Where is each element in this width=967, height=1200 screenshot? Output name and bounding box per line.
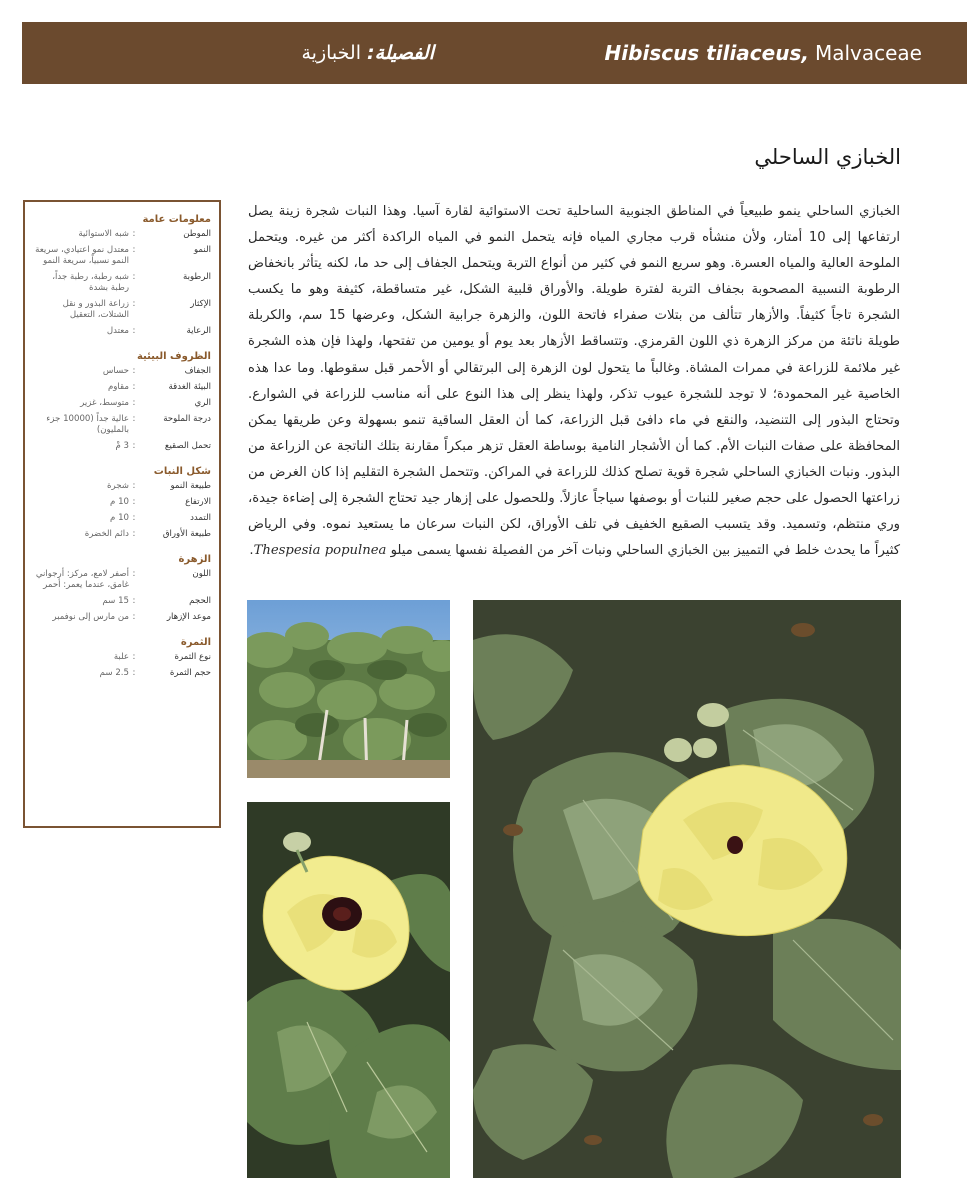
info-key: حجم الثمرة bbox=[169, 668, 211, 678]
info-value: 10 م bbox=[110, 497, 129, 507]
info-key: الموطن bbox=[183, 229, 211, 239]
info-key: الارتفاع bbox=[185, 497, 211, 507]
info-row: الرطوبة : شبه رطبة، رطبة جداً، رطبة بشدة bbox=[33, 272, 211, 294]
description-text bbox=[248, 199, 900, 564]
info-value: عالية جداً (10000 جزء بالمليون) bbox=[46, 414, 129, 435]
header-species bbox=[602, 22, 922, 84]
info-row: الرعاية : معتدل bbox=[33, 326, 211, 337]
info-value: حساس bbox=[102, 366, 129, 376]
info-row: الارتفاع : 10 م bbox=[33, 497, 211, 508]
tree-photo bbox=[247, 600, 450, 778]
scientific-name: Hibiscus tiliaceus, bbox=[604, 41, 809, 65]
info-key: الرعاية bbox=[186, 326, 211, 336]
info-box bbox=[23, 200, 221, 828]
info-key: تحمل الصقيع bbox=[164, 441, 211, 451]
info-value: 3 مْ bbox=[115, 441, 129, 451]
info-key: الإكثار bbox=[190, 299, 211, 309]
info-key: درجة الملوحة bbox=[163, 414, 211, 424]
info-value: علبة bbox=[113, 652, 129, 662]
header-family bbox=[252, 22, 434, 84]
family-label: الفصيلة: bbox=[367, 42, 434, 64]
info-value: من مارس إلى نوفمبر bbox=[52, 612, 129, 622]
info-value: 10 م bbox=[110, 513, 129, 523]
info-row: تحمل الصقيع : 3 مْ bbox=[33, 441, 211, 452]
family-arabic: الخبازية bbox=[301, 42, 361, 64]
header-bar bbox=[22, 22, 967, 84]
info-key: البيئة الغدقة bbox=[168, 382, 211, 392]
section-title-general: معلومات عامة bbox=[142, 214, 211, 225]
info-row: الجفاف : حساس bbox=[33, 366, 211, 377]
section-title-environment: الظروف البيئية bbox=[136, 351, 211, 362]
info-value: دائم الخضرة bbox=[84, 529, 129, 539]
flower-photo bbox=[247, 802, 450, 1178]
info-value: معتدل bbox=[106, 326, 129, 336]
info-row: التمدد : 10 م bbox=[33, 513, 211, 524]
info-row: الموطن : شبه الاستوائية bbox=[33, 229, 211, 240]
info-row: النمو : معتدل نمو اعتيادي، سريعة النمو نسبياً، سريعة النمو bbox=[33, 245, 211, 267]
info-row: نوع الثمرة : علبة bbox=[33, 652, 211, 663]
page-title: الخبازي الساحلي bbox=[754, 145, 901, 169]
info-key: الري bbox=[194, 398, 211, 408]
info-value: متوسط، غزير bbox=[80, 398, 129, 408]
section-title-fruit: الثمرة bbox=[180, 637, 211, 648]
info-value: شبه الاستوائية bbox=[78, 229, 129, 239]
info-key: الحجم bbox=[189, 596, 211, 606]
info-row: حجم الثمرة : 2.5 سم bbox=[33, 668, 211, 679]
info-key: نوع الثمرة bbox=[174, 652, 211, 662]
info-value: شجرة bbox=[107, 481, 129, 491]
info-key: الجفاف bbox=[184, 366, 211, 376]
info-key: النمو bbox=[193, 245, 211, 255]
info-key: طبيعة النمو bbox=[170, 481, 211, 491]
info-value: 2.5 سم bbox=[99, 668, 129, 678]
info-key: الرطوبة bbox=[182, 272, 211, 282]
info-key: موعد الإزهار bbox=[166, 612, 211, 622]
info-value: شبه رطبة، رطبة جداً، رطبة بشدة bbox=[52, 272, 129, 293]
info-key: طبيعة الأوراق bbox=[162, 529, 211, 539]
section-title-flower: الزهرة bbox=[178, 554, 211, 565]
info-value: أصفر لامع، مركز: أرجواني غامق، عندما يعمر: أحمر bbox=[35, 569, 129, 590]
section-title-plant-form: شكل النبات bbox=[153, 466, 211, 477]
info-row: اللون : أصفر لامع، مركز: أرجواني غامق، عندما يعمر: أحمر bbox=[33, 569, 211, 591]
description-end: . bbox=[249, 543, 254, 559]
info-row: الري : متوسط، غزير bbox=[33, 398, 211, 409]
family-name: Malvaceae bbox=[814, 41, 922, 65]
info-row: درجة الملوحة : عالية جداً (10000 جزء بالمليون) bbox=[33, 414, 211, 436]
latin-name: Thespesia populnea bbox=[253, 543, 387, 559]
info-row: الإكثار : زراعة البذور و نقل الشتلات، التعقيل bbox=[33, 299, 211, 321]
info-row: موعد الإزهار : من مارس إلى نوفمبر bbox=[33, 612, 211, 623]
info-value: معتدل نمو اعتيادي، سريعة النمو نسبياً، سريعة النمو bbox=[35, 245, 129, 266]
info-value: 15 سم bbox=[102, 596, 129, 606]
info-value: مقاوم bbox=[107, 382, 129, 392]
info-key: التمدد bbox=[190, 513, 211, 523]
info-row: طبيعة النمو : شجرة bbox=[33, 481, 211, 492]
info-key: اللون bbox=[192, 569, 211, 579]
info-row: الحجم : 15 سم bbox=[33, 596, 211, 607]
info-value: زراعة البذور و نقل الشتلات، التعقيل bbox=[62, 299, 129, 320]
info-row: البيئة الغدقة : مقاوم bbox=[33, 382, 211, 393]
info-row: طبيعة الأوراق : دائم الخضرة bbox=[33, 529, 211, 540]
main-flower-photo bbox=[473, 600, 901, 1178]
description-body: الخبازي الساحلي ينمو طبيعياً في المناطق الجنوبية الساحلية تحت الاستوائية لقارة آسيا. وهذا النبات شجرة زينة يصل ارتفاعها إلى 10 أمتار، ولأن منشأه قرب مجاري المياه فإنه يتحمل النمو في المياه الراكدة أكثر من غيره. ويتحمل الملوحة العالية والمياه العسرة. وهو سريع النمو في كثير من أنواع التربة ويتحمل الجفاف إلى حد ما، لكنه يتأثر بانخفاض الرطوبة النسبية المصحوبة بجفاف التربة لفترة طويلة. والأوراق قلبية الشكل، غير متساقطة، كثيفة وهو ما يكسب الشجرة تاجاً كثيفاً. والأزهار تتألف من بتلات صفراء فاتحة اللون، والزهرة جرابية الشكل، وعرضها 15 سم، والكربلة طويلة ناتئة من مركز الزهرة ذي اللون القرمزي. وتتساقط الأزهار بعد يوم أو يومين من تفتحها، ولهذا فإن هذه الشجرة غير ملائمة للزراعة في ممرات المشاة. وغالباً ما يتحول لون الزهرة إلى البرتقالي أو الأحمر قبل سقوطها. وما عدا هذه الخاصية غير المحمودة؛ لا توجد للشجرة عيوب تذكر، ولهذا ينظر إلى هذا النوع على أنه مناسب للزراعة في الشوارع. وتحتاج البذور إلى التنضيد، والنقع في ماء دافئ قبل الزراعة، كما أن العقل الساقية تنمو بسهولة وعن طريقها يمكن المحافظة على صفات النبات الأم. كما أن الأشجار النامية بوساطة العقل تزهر مبكراً مقارنة بتلك الناتجة عن الزراعة من البذور. ونبات الخبازي الساحلي شجرة قوية تصلح كذلك للزراعة في المراكن. وتتحمل الشجرة التقليم إذا كان الغرض من زراعتها الحصول على حجم صغير للنبات أو بوصفها سياجاً عازلاً. وللحصول على إزهار جيد تحتاج الشجرة إلى إضاءة جيدة، وري منتظم، وتسميد. وقد يتسبب الصقيع الخفيف في تلف الأوراق، لكن النبات سرعان ما يستعيد نموه. وفي الرياض كثيراً ما يحدث خلط في التمييز بين الخبازي الساحلي ونبات آخر من الفصيلة نفسها يسمى ميلو bbox=[248, 204, 901, 559]
